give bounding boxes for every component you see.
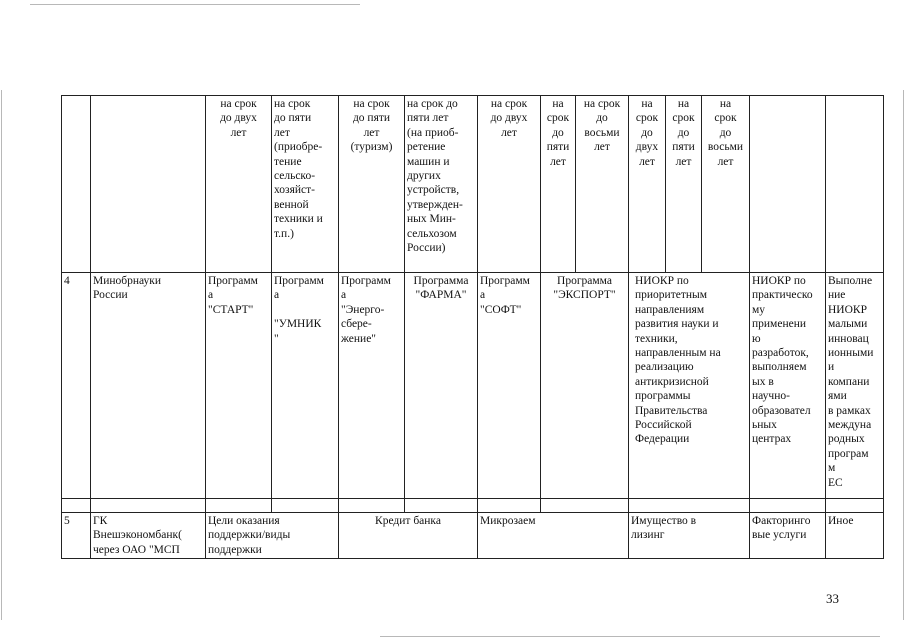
program-umnik: Программ а "УМНИК " <box>272 273 339 499</box>
row-number: 4 <box>62 273 91 499</box>
page-number: 33 <box>826 591 839 606</box>
scan-artifact-left <box>1 90 2 620</box>
term-header-row <box>62 96 884 273</box>
header-cell-term: на срок до пяти лет <box>666 96 702 273</box>
program-energo: Программ а "Энерго- сбере- жение" <box>339 273 405 499</box>
header-cell-term: на срок до пяти лет (на приоб- ретение машин и других устройств, утвержден- ных Мин- сельхозом России) <box>405 96 478 273</box>
niokr-anticrisis: НИОКР по приоритетным направлениям развития науки и техники, направленным на реализацию антикризисной программы Правительства Российской Федерации <box>629 273 750 499</box>
bank-credit: Кредит банка <box>339 513 478 559</box>
table-row-4 <box>62 273 884 499</box>
organization-name: ГК Внешэкономбанк( через ОАО "МСП <box>91 513 206 559</box>
header-cell-term: на срок до восьми лет <box>702 96 750 273</box>
support-goals: Цели оказания поддержки/виды поддержки <box>206 513 339 559</box>
header-cell-term: на срок до двух лет <box>478 96 541 273</box>
niokr-practical: НИОКР по практическо му применени ю разработок, выполняем ых в научно- образовател ьных центрах <box>750 273 826 499</box>
header-cell-term: на срок до восьми лет <box>576 96 629 273</box>
scan-artifact-right <box>903 90 904 620</box>
scan-artifact-top <box>30 4 360 5</box>
header-cell-term: на срок до двух лет <box>629 96 666 273</box>
program-soft: Программ а "СОФТ" <box>478 273 541 499</box>
row-number: 5 <box>62 513 91 559</box>
header-cell-term: на срок до пяти лет (приобре- тение сельско- хозяйст- венной техники и т.п.) <box>272 96 339 273</box>
header-cell-empty <box>826 96 884 273</box>
other-support: Иное <box>826 513 884 559</box>
program-farma: Программа "ФАРМА" <box>405 273 478 499</box>
header-cell-term: на срок до двух лет <box>206 96 272 273</box>
microloan: Микрозаем <box>478 513 629 559</box>
program-export: Программа "ЭКСПОРТ" <box>541 273 629 499</box>
property-leasing: Имущество в лизинг <box>629 513 750 559</box>
scan-artifact-bottom <box>380 636 880 637</box>
header-cell-term: на срок до пяти лет (туризм) <box>339 96 405 273</box>
support-programs-table <box>61 95 884 559</box>
program-start: Программ а "СТАРТ" <box>206 273 272 499</box>
header-cell-num <box>62 96 91 273</box>
header-cell-term: на срок до пяти лет <box>541 96 576 273</box>
table-row-5 <box>62 513 884 559</box>
header-cell-org <box>91 96 206 273</box>
header-cell-empty <box>750 96 826 273</box>
table-row-4-spacer <box>62 499 884 513</box>
niokr-ec: Выполне ние НИОКР малыми инновац ионными и компани ями в рамках междуна родных програм м ЕС <box>826 273 884 499</box>
organization-name: Минобрнауки России <box>91 273 206 499</box>
factoring-services: Факторинго вые услуги <box>750 513 826 559</box>
